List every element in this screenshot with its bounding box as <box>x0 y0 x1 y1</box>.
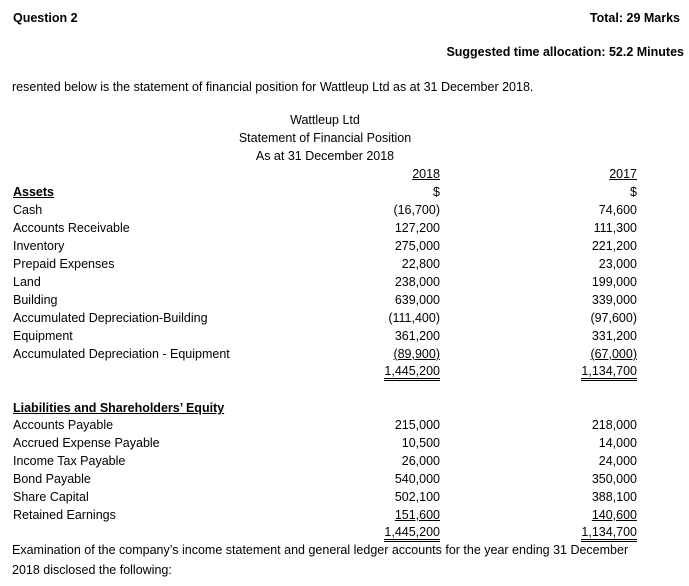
liability-value-2017: 218,000 <box>591 418 637 432</box>
examination-text-line2: 2018 disclosed the following: <box>12 563 172 577</box>
assets-heading: Assets <box>13 185 54 199</box>
liabilities-total-2017: 1,134,700 <box>581 525 637 542</box>
asset-value-2017: 23,000 <box>598 257 637 271</box>
column-header-2017: 2017 <box>609 167 637 181</box>
asset-value-2018: 238,000 <box>394 275 440 289</box>
asset-label: Accumulated Depreciation - Equipment <box>13 347 230 361</box>
liabilities-total-2018-wrap <box>330 524 440 540</box>
asset-label: Cash <box>13 203 43 217</box>
asset-value-2017: 199,000 <box>591 275 637 289</box>
liability-label: Income Tax Payable <box>13 454 126 468</box>
liability-value-2018: 502,100 <box>394 490 440 504</box>
assets-total-2017: 1,134,700 <box>581 364 637 381</box>
currency-2018: $ <box>433 185 440 199</box>
liability-value-2017: 24,000 <box>598 454 637 468</box>
asset-value-2018: 639,000 <box>394 293 440 307</box>
asset-value-2017: 331,200 <box>591 329 637 343</box>
liability-value-2017: 350,000 <box>591 472 637 486</box>
assets-total-2017-wrap <box>527 363 637 379</box>
asset-label: Land <box>13 275 41 289</box>
asset-label: Accumulated Depreciation-Building <box>13 311 208 325</box>
liability-value-2017: 388,100 <box>591 490 637 504</box>
asset-value-2017: (67,000) <box>590 347 637 361</box>
column-header-2018: 2018 <box>412 167 440 181</box>
intro-text: resented below is the statement of financial position for Wattleup Ltd as at 31 December 2018. <box>12 80 534 94</box>
asset-value-2018: 361,200 <box>394 329 440 343</box>
asset-label: Prepaid Expenses <box>13 257 115 271</box>
total-marks: Total: 29 Marks <box>589 11 680 25</box>
liability-value-2017: 14,000 <box>598 436 637 450</box>
statement-date: As at 31 December 2018 <box>255 149 395 163</box>
asset-value-2018: 22,800 <box>401 257 440 271</box>
liability-label: Retained Earnings <box>13 508 116 522</box>
asset-value-2018: 275,000 <box>394 239 440 253</box>
asset-value-2017: 111,300 <box>593 221 637 235</box>
liability-value-2018: 215,000 <box>394 418 440 432</box>
asset-value-2018: (16,700) <box>393 203 440 217</box>
assets-total-2018: 1,445,200 <box>384 364 440 381</box>
liabilities-total-2017-wrap <box>527 524 637 540</box>
liabilities-heading: Liabilities and Shareholders’ Equity <box>13 401 225 415</box>
liability-value-2018: 10,500 <box>401 436 440 450</box>
company-name: Wattleup Ltd <box>290 113 360 127</box>
time-allocation: Suggested time allocation: 52.2 Minutes <box>446 45 684 59</box>
asset-label: Accounts Receivable <box>13 221 130 235</box>
liability-label: Accrued Expense Payable <box>13 436 160 450</box>
asset-value-2018: (111,400) <box>388 311 440 325</box>
liability-label: Accounts Payable <box>13 418 114 432</box>
asset-value-2017: (97,600) <box>590 311 637 325</box>
examination-text-line1: Examination of the company’s income statement and general ledger accounts for the year ending 31 December <box>12 543 629 557</box>
liabilities-total-2018: 1,445,200 <box>384 525 440 542</box>
asset-value-2017: 74,600 <box>598 203 637 217</box>
question-heading: Question 2 <box>13 11 78 25</box>
liability-value-2018: 540,000 <box>394 472 440 486</box>
asset-label: Equipment <box>13 329 73 343</box>
statement-title: Statement of Financial Position <box>238 131 412 145</box>
asset-label: Building <box>13 293 58 307</box>
asset-value-2018: (89,900) <box>393 347 440 361</box>
liability-value-2018: 26,000 <box>401 454 440 468</box>
liability-value-2018: 151,600 <box>394 508 440 522</box>
asset-value-2017: 221,200 <box>591 239 637 253</box>
assets-total-2018-wrap <box>330 363 440 379</box>
asset-label: Inventory <box>13 239 65 253</box>
liability-label: Share Capital <box>13 490 89 504</box>
asset-value-2018: 127,200 <box>394 221 440 235</box>
currency-2017: $ <box>630 185 637 199</box>
liability-label: Bond Payable <box>13 472 91 486</box>
asset-value-2017: 339,000 <box>591 293 637 307</box>
liability-value-2017: 140,600 <box>591 508 637 522</box>
